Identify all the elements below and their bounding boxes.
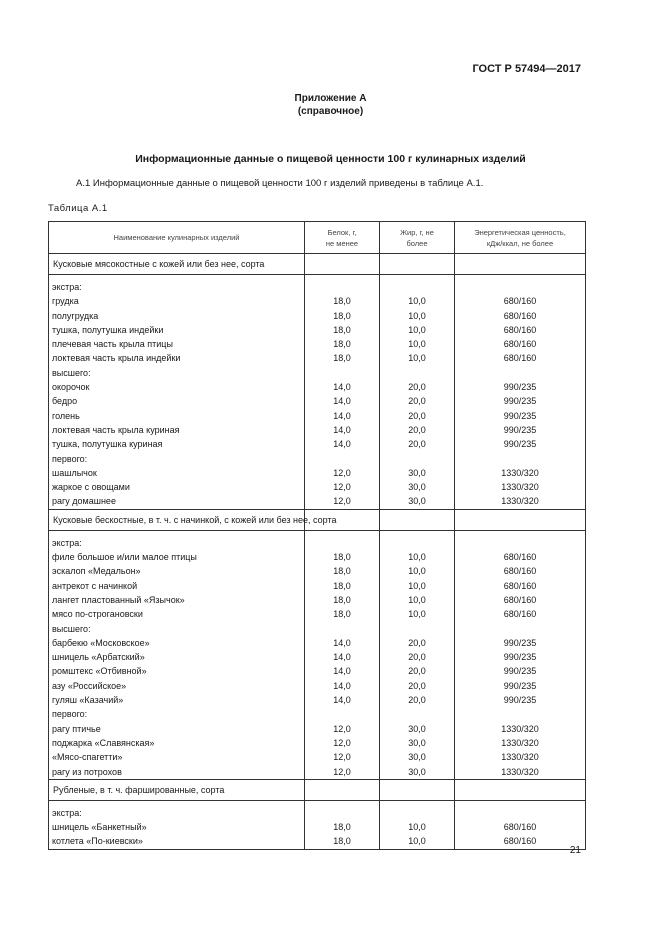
item-fat: 30,0 bbox=[380, 466, 455, 480]
grade-label: экстра: bbox=[49, 806, 305, 820]
item-protein: 12,0 bbox=[305, 736, 380, 750]
item-fat: 20,0 bbox=[380, 679, 455, 693]
item-energy: 990/235 bbox=[455, 423, 586, 437]
header-protein: Белок, г, не менее bbox=[305, 222, 380, 254]
table-row bbox=[49, 579, 586, 593]
section-title: Кусковые мясокостные с кожей или без нее, сорта bbox=[49, 254, 305, 275]
item-protein: 14,0 bbox=[305, 636, 380, 650]
grade-row bbox=[49, 366, 586, 380]
table-row bbox=[49, 480, 586, 494]
item-name: «Мясо-спагетти» bbox=[49, 750, 305, 764]
section-title: Рубленые, в т. ч. фаршированные, сорта bbox=[49, 779, 305, 800]
table-row bbox=[49, 437, 586, 451]
item-protein: 14,0 bbox=[305, 437, 380, 451]
grade-label: экстра: bbox=[49, 536, 305, 550]
grade-row bbox=[49, 280, 586, 294]
item-fat: 20,0 bbox=[380, 409, 455, 423]
grade-empty-cell bbox=[455, 452, 586, 466]
section-row bbox=[49, 779, 586, 800]
grade-empty-cell bbox=[380, 806, 455, 820]
appendix-subtitle: (справочное) bbox=[297, 106, 364, 117]
grade-label: высшего: bbox=[49, 366, 305, 380]
item-fat: 10,0 bbox=[380, 820, 455, 834]
item-protein: 18,0 bbox=[305, 323, 380, 337]
grade-empty-cell bbox=[455, 366, 586, 380]
item-name: мясо по-строгановски bbox=[49, 607, 305, 621]
item-name: шницель «Арбатский» bbox=[49, 650, 305, 664]
grade-row bbox=[49, 707, 586, 721]
item-energy: 680/160 bbox=[455, 309, 586, 323]
item-name: рагу домашнее bbox=[49, 494, 305, 509]
header-name: Наименование кулинарных изделий bbox=[49, 222, 305, 254]
item-name: тушка, полутушка куриная bbox=[49, 437, 305, 451]
grade-row bbox=[49, 452, 586, 466]
item-protein: 14,0 bbox=[305, 664, 380, 678]
section-empty-cell bbox=[380, 779, 455, 800]
item-protein: 18,0 bbox=[305, 607, 380, 621]
item-name: котлета «По-киевски» bbox=[49, 834, 305, 849]
item-name: тушка, полутушка индейки bbox=[49, 323, 305, 337]
item-protein: 18,0 bbox=[305, 820, 380, 834]
grade-empty-cell bbox=[455, 806, 586, 820]
table-row bbox=[49, 650, 586, 664]
section-empty-cell bbox=[455, 779, 586, 800]
item-name: плечевая часть крыла птицы bbox=[49, 337, 305, 351]
item-protein: 14,0 bbox=[305, 380, 380, 394]
item-name: шашлычок bbox=[49, 466, 305, 480]
item-protein: 12,0 bbox=[305, 765, 380, 780]
table-row bbox=[49, 423, 586, 437]
section-title: Кусковые бескостные, в т. ч. с начинкой, с кожей или без нее, сорта bbox=[49, 509, 305, 530]
item-energy: 990/235 bbox=[455, 380, 586, 394]
table-row bbox=[49, 750, 586, 764]
item-protein: 18,0 bbox=[305, 593, 380, 607]
grade-empty-cell bbox=[380, 366, 455, 380]
item-name: антрекот с начинкой bbox=[49, 579, 305, 593]
grade-label: высшего: bbox=[49, 622, 305, 636]
item-energy: 990/235 bbox=[455, 693, 586, 707]
item-protein: 18,0 bbox=[305, 294, 380, 308]
intro-paragraph: А.1 Информационные данные о пищевой ценности 100 г изделий приведены в таблице А.1. bbox=[76, 178, 484, 189]
table-row bbox=[49, 693, 586, 707]
item-name: шницель «Банкетный» bbox=[49, 820, 305, 834]
item-name: голень bbox=[49, 409, 305, 423]
item-protein: 18,0 bbox=[305, 550, 380, 564]
grade-empty-cell bbox=[305, 536, 380, 550]
grade-empty-cell bbox=[305, 707, 380, 721]
item-energy: 1330/320 bbox=[455, 765, 586, 780]
item-fat: 20,0 bbox=[380, 380, 455, 394]
item-protein: 12,0 bbox=[305, 494, 380, 509]
table-caption: Таблица А.1 bbox=[48, 203, 108, 214]
item-energy: 680/160 bbox=[455, 323, 586, 337]
grade-label: экстра: bbox=[49, 280, 305, 294]
section-row bbox=[49, 509, 586, 530]
item-energy: 1330/320 bbox=[455, 466, 586, 480]
table-header-row bbox=[49, 222, 586, 254]
grade-row bbox=[49, 536, 586, 550]
item-fat: 20,0 bbox=[380, 423, 455, 437]
section-empty-cell bbox=[380, 509, 455, 530]
item-protein: 12,0 bbox=[305, 750, 380, 764]
grade-row bbox=[49, 806, 586, 820]
table-row bbox=[49, 607, 586, 621]
table-row bbox=[49, 820, 586, 834]
item-energy: 990/235 bbox=[455, 437, 586, 451]
table-row bbox=[49, 664, 586, 678]
item-name: локтевая часть крыла куриная bbox=[49, 423, 305, 437]
table-row bbox=[49, 550, 586, 564]
header-fat: Жир, г, не более bbox=[380, 222, 455, 254]
table-row bbox=[49, 351, 586, 365]
grade-empty-cell bbox=[455, 536, 586, 550]
section-empty-cell bbox=[305, 254, 380, 275]
table-row bbox=[49, 323, 586, 337]
item-fat: 20,0 bbox=[380, 394, 455, 408]
item-energy: 990/235 bbox=[455, 679, 586, 693]
item-name: локтевая часть крыла индейки bbox=[49, 351, 305, 365]
nutrition-table bbox=[48, 221, 586, 850]
item-protein: 18,0 bbox=[305, 351, 380, 365]
item-protein: 18,0 bbox=[305, 564, 380, 578]
item-protein: 18,0 bbox=[305, 309, 380, 323]
item-protein: 18,0 bbox=[305, 337, 380, 351]
item-protein: 14,0 bbox=[305, 409, 380, 423]
grade-empty-cell bbox=[380, 622, 455, 636]
grade-empty-cell bbox=[455, 622, 586, 636]
grade-empty-cell bbox=[305, 280, 380, 294]
item-protein: 14,0 bbox=[305, 650, 380, 664]
section-row bbox=[49, 254, 586, 275]
item-fat: 10,0 bbox=[380, 834, 455, 849]
item-energy: 680/160 bbox=[455, 579, 586, 593]
grade-empty-cell bbox=[380, 707, 455, 721]
item-fat: 10,0 bbox=[380, 323, 455, 337]
item-energy: 1330/320 bbox=[455, 736, 586, 750]
table-row bbox=[49, 722, 586, 736]
item-protein: 12,0 bbox=[305, 466, 380, 480]
item-energy: 680/160 bbox=[455, 550, 586, 564]
table-row bbox=[49, 494, 586, 509]
item-fat: 30,0 bbox=[380, 765, 455, 780]
item-name: барбекю «Московское» bbox=[49, 636, 305, 650]
item-energy: 1330/320 bbox=[455, 480, 586, 494]
table-row bbox=[49, 466, 586, 480]
item-fat: 30,0 bbox=[380, 480, 455, 494]
section-empty-cell bbox=[380, 254, 455, 275]
item-name: окорочок bbox=[49, 380, 305, 394]
item-fat: 30,0 bbox=[380, 494, 455, 509]
table-row bbox=[49, 309, 586, 323]
grade-empty-cell bbox=[305, 622, 380, 636]
item-fat: 10,0 bbox=[380, 579, 455, 593]
item-fat: 20,0 bbox=[380, 636, 455, 650]
grade-empty-cell bbox=[305, 366, 380, 380]
item-energy: 680/160 bbox=[455, 351, 586, 365]
item-protein: 18,0 bbox=[305, 579, 380, 593]
item-energy: 680/160 bbox=[455, 564, 586, 578]
section-empty-cell bbox=[455, 254, 586, 275]
item-name: грудка bbox=[49, 294, 305, 308]
grade-empty-cell bbox=[455, 280, 586, 294]
table-row bbox=[49, 380, 586, 394]
item-fat: 30,0 bbox=[380, 750, 455, 764]
section-empty-cell bbox=[455, 509, 586, 530]
grade-empty-cell bbox=[380, 536, 455, 550]
item-protein: 14,0 bbox=[305, 693, 380, 707]
item-name: лангет пластованный «Язычок» bbox=[49, 593, 305, 607]
item-fat: 20,0 bbox=[380, 664, 455, 678]
grade-label: первого: bbox=[49, 707, 305, 721]
item-fat: 10,0 bbox=[380, 607, 455, 621]
item-fat: 10,0 bbox=[380, 564, 455, 578]
grade-empty-cell bbox=[455, 707, 586, 721]
section-empty-cell bbox=[305, 779, 380, 800]
item-energy: 990/235 bbox=[455, 409, 586, 423]
appendix-title: Приложение А bbox=[294, 93, 367, 104]
item-name: филе большое и/или малое птицы bbox=[49, 550, 305, 564]
item-fat: 10,0 bbox=[380, 294, 455, 308]
table-row bbox=[49, 564, 586, 578]
item-energy: 1330/320 bbox=[455, 722, 586, 736]
table-body bbox=[49, 254, 586, 850]
item-energy: 990/235 bbox=[455, 394, 586, 408]
grade-row bbox=[49, 622, 586, 636]
item-protein: 14,0 bbox=[305, 394, 380, 408]
table-row bbox=[49, 679, 586, 693]
item-name: ромштекс «Отбивной» bbox=[49, 664, 305, 678]
header-energy: Энергетическая ценность, кДж/ккал, не более bbox=[455, 222, 586, 254]
item-name: бедро bbox=[49, 394, 305, 408]
item-energy: 680/160 bbox=[455, 294, 586, 308]
item-fat: 10,0 bbox=[380, 337, 455, 351]
table-row bbox=[49, 294, 586, 308]
grade-empty-cell bbox=[380, 280, 455, 294]
item-energy: 680/160 bbox=[455, 607, 586, 621]
table-row bbox=[49, 409, 586, 423]
table-row bbox=[49, 337, 586, 351]
item-energy: 1330/320 bbox=[455, 750, 586, 764]
item-energy: 1330/320 bbox=[455, 494, 586, 509]
grade-empty-cell bbox=[305, 806, 380, 820]
item-energy: 990/235 bbox=[455, 664, 586, 678]
item-protein: 18,0 bbox=[305, 834, 380, 849]
table-row bbox=[49, 394, 586, 408]
item-protein: 12,0 bbox=[305, 480, 380, 494]
item-energy: 680/160 bbox=[455, 820, 586, 834]
item-name: жаркое с овощами bbox=[49, 480, 305, 494]
item-protein: 14,0 bbox=[305, 423, 380, 437]
page-number: 21 bbox=[569, 845, 581, 856]
item-name: поджарка «Славянская» bbox=[49, 736, 305, 750]
item-fat: 20,0 bbox=[380, 693, 455, 707]
item-energy: 680/160 bbox=[455, 337, 586, 351]
item-name: рагу из потрохов bbox=[49, 765, 305, 780]
item-fat: 10,0 bbox=[380, 550, 455, 564]
document-title: Информационные данные о пищевой ценности 100 г кулинарных изделий bbox=[135, 153, 526, 165]
item-fat: 30,0 bbox=[380, 736, 455, 750]
item-energy: 680/160 bbox=[455, 593, 586, 607]
item-fat: 10,0 bbox=[380, 309, 455, 323]
item-protein: 14,0 bbox=[305, 679, 380, 693]
table-row bbox=[49, 834, 586, 849]
item-name: эскалоп «Медальон» bbox=[49, 564, 305, 578]
table-row bbox=[49, 636, 586, 650]
table-row bbox=[49, 765, 586, 780]
item-fat: 10,0 bbox=[380, 351, 455, 365]
item-energy: 990/235 bbox=[455, 636, 586, 650]
table-row bbox=[49, 736, 586, 750]
grade-empty-cell bbox=[380, 452, 455, 466]
item-energy: 680/160 bbox=[455, 834, 586, 849]
item-fat: 20,0 bbox=[380, 650, 455, 664]
item-name: рагу птичье bbox=[49, 722, 305, 736]
item-energy: 990/235 bbox=[455, 650, 586, 664]
standard-number: ГОСТ Р 57494—2017 bbox=[472, 63, 581, 75]
item-name: полугрудка bbox=[49, 309, 305, 323]
grade-empty-cell bbox=[305, 452, 380, 466]
appendix-heading bbox=[0, 92, 661, 118]
item-fat: 10,0 bbox=[380, 593, 455, 607]
item-fat: 30,0 bbox=[380, 722, 455, 736]
item-name: азу «Российское» bbox=[49, 679, 305, 693]
item-protein: 12,0 bbox=[305, 722, 380, 736]
grade-label: первого: bbox=[49, 452, 305, 466]
item-name: гуляш «Казачий» bbox=[49, 693, 305, 707]
table-row bbox=[49, 593, 586, 607]
item-fat: 20,0 bbox=[380, 437, 455, 451]
